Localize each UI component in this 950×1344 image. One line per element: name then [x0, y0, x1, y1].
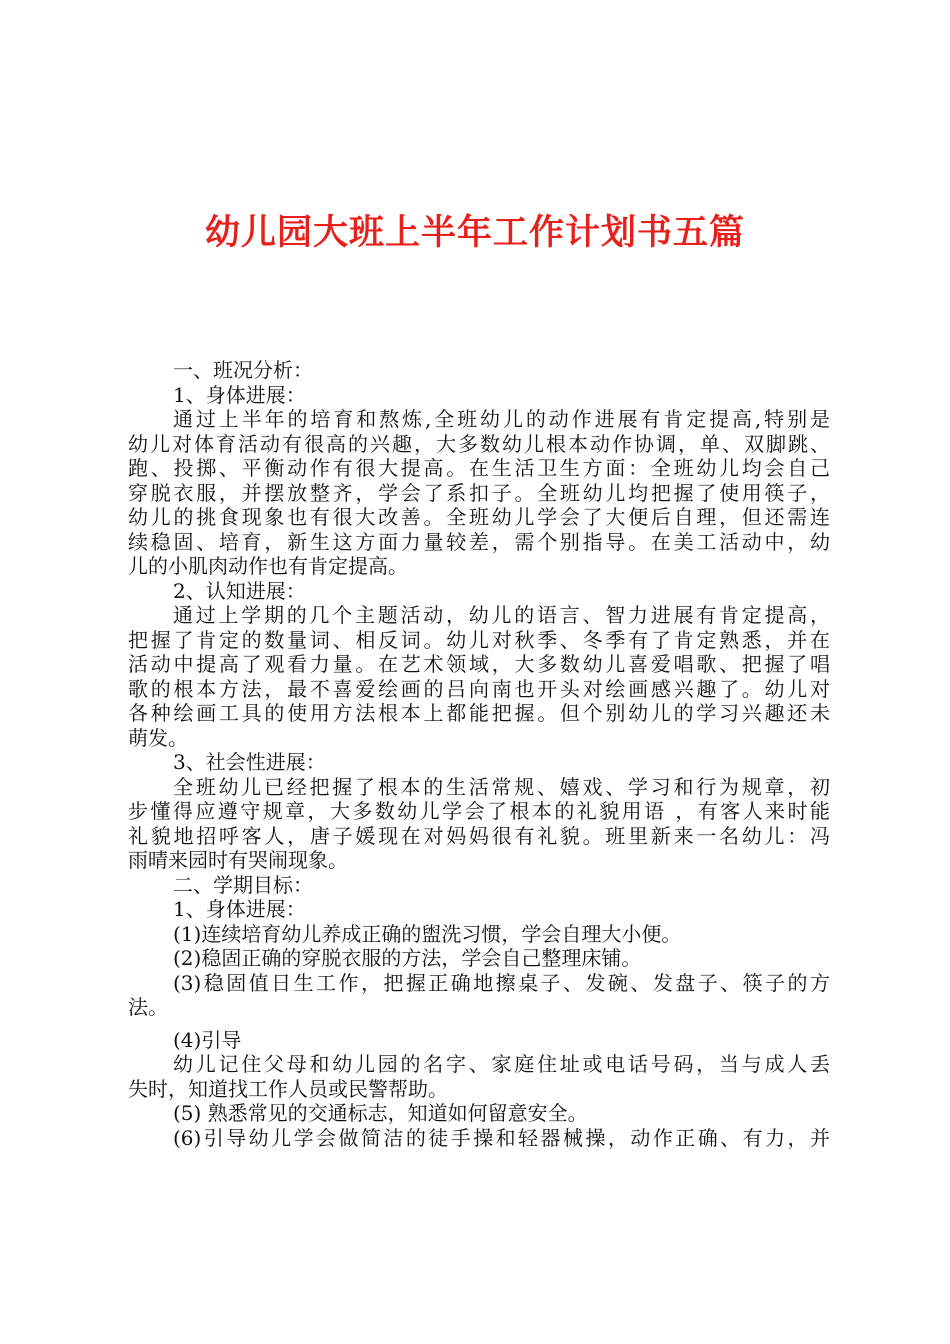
subsection-heading: 2、认知进展： [173, 578, 306, 603]
spacer [128, 1020, 830, 1028]
paragraph-line: 幼儿对体育活动有很高的兴趣，大多数幼儿根本动作协调，单、双脚跳、 [128, 431, 830, 456]
paragraph-line: 萌发。 [128, 725, 188, 750]
section-heading: 二、学期目标： [173, 872, 313, 897]
paragraph-line: 礼貌地招呼客人，唐子媛现在对妈妈很有礼貌。班里新来一名幼儿：冯 [128, 823, 830, 848]
paragraph-line: 失时，知道找工作人员或民警帮助。 [128, 1076, 448, 1101]
list-item: (2)稳固正确的穿脱衣服的方法，学会自己整理床铺。 [173, 946, 642, 970]
list-item: (1)连续培育幼儿养成正确的盥洗习惯，学会自理大小便。 [173, 921, 682, 946]
paragraph-line: 续稳固、培育，新生这方面力量较差，需个别指导。在美工活动中，幼 [128, 529, 830, 554]
paragraph-line: 步懂得应遵守规章，大多数幼儿学会了根本的礼貌用语 ，有客人来时能 [128, 799, 830, 823]
paragraph-line: 雨晴来园时有哭闹现象。 [128, 848, 348, 872]
list-item: (4)引导 [173, 1027, 242, 1052]
paragraph-line: 把握了肯定的数量词、相反词。幼儿对秋季、冬季有了肯定熟悉，并在 [128, 627, 830, 652]
paragraph-line: 幼儿记住父母和幼儿园的名字、家庭住址或电话号码，当与成人丢 [173, 1052, 830, 1076]
subsection-heading: 1、身体进展： [173, 897, 306, 921]
paragraph-line: 各种绘画工具的使用方法根本上都能把握。但个别幼儿的学习兴趣还未 [128, 701, 830, 725]
subsection-heading: 1、身体进展： [173, 382, 306, 407]
paragraph-line: 儿的小肌肉动作也有肯定提高。 [128, 554, 408, 578]
paragraph-line: 全班幼儿已经把握了根本的生活常规、嬉戏、学习和行为规章，初 [173, 774, 830, 799]
paragraph-line: 跑、投掷、平衡动作有很大提高。在生活卫生方面：全班幼儿均会自己 [128, 456, 830, 480]
document-title: 幼儿园大班上半年工作计划书五篇 [204, 212, 745, 253]
list-item: (3)稳固值日生工作，把握正确地擦桌子、发碗、发盘子、筷子的方 [173, 970, 830, 995]
paragraph-line: 活动中提高了观看力量。在艺术领域，大多数幼儿喜爱唱歌、把握了唱 [128, 652, 830, 676]
list-item: (5) 熟悉常见的交通标志，知道如何留意安全。 [173, 1101, 588, 1125]
section-heading: 一、班况分析： [173, 358, 313, 382]
paragraph-line: 通过上学期的几个主题活动，幼儿的语言、智力进展有肯定提高， [173, 603, 830, 627]
paragraph-line: 通过上半年的培育和熬炼,全班幼儿的动作进展有肯定提高,特别是 [173, 407, 830, 431]
paragraph-line: 歌的根本方法，最不喜爱绘画的吕向南也开头对绘画感兴趣了。幼儿对 [128, 676, 830, 701]
subsection-heading: 3、社会性进展： [173, 750, 326, 774]
paragraph-line: 穿脱衣服，并摆放整齐，学会了系扣子。全班幼儿均把握了使用筷子， [128, 480, 830, 505]
list-item-continuation: 法。 [128, 995, 168, 1019]
document-body [128, 358, 830, 1150]
list-item: (6)引导幼儿学会做简洁的徒手操和轻器械操，动作正确、有力，并 [173, 1125, 830, 1150]
paragraph-line: 幼儿的挑食现象也有很大改善。全班幼儿学会了大便后自理，但还需连 [128, 505, 830, 529]
